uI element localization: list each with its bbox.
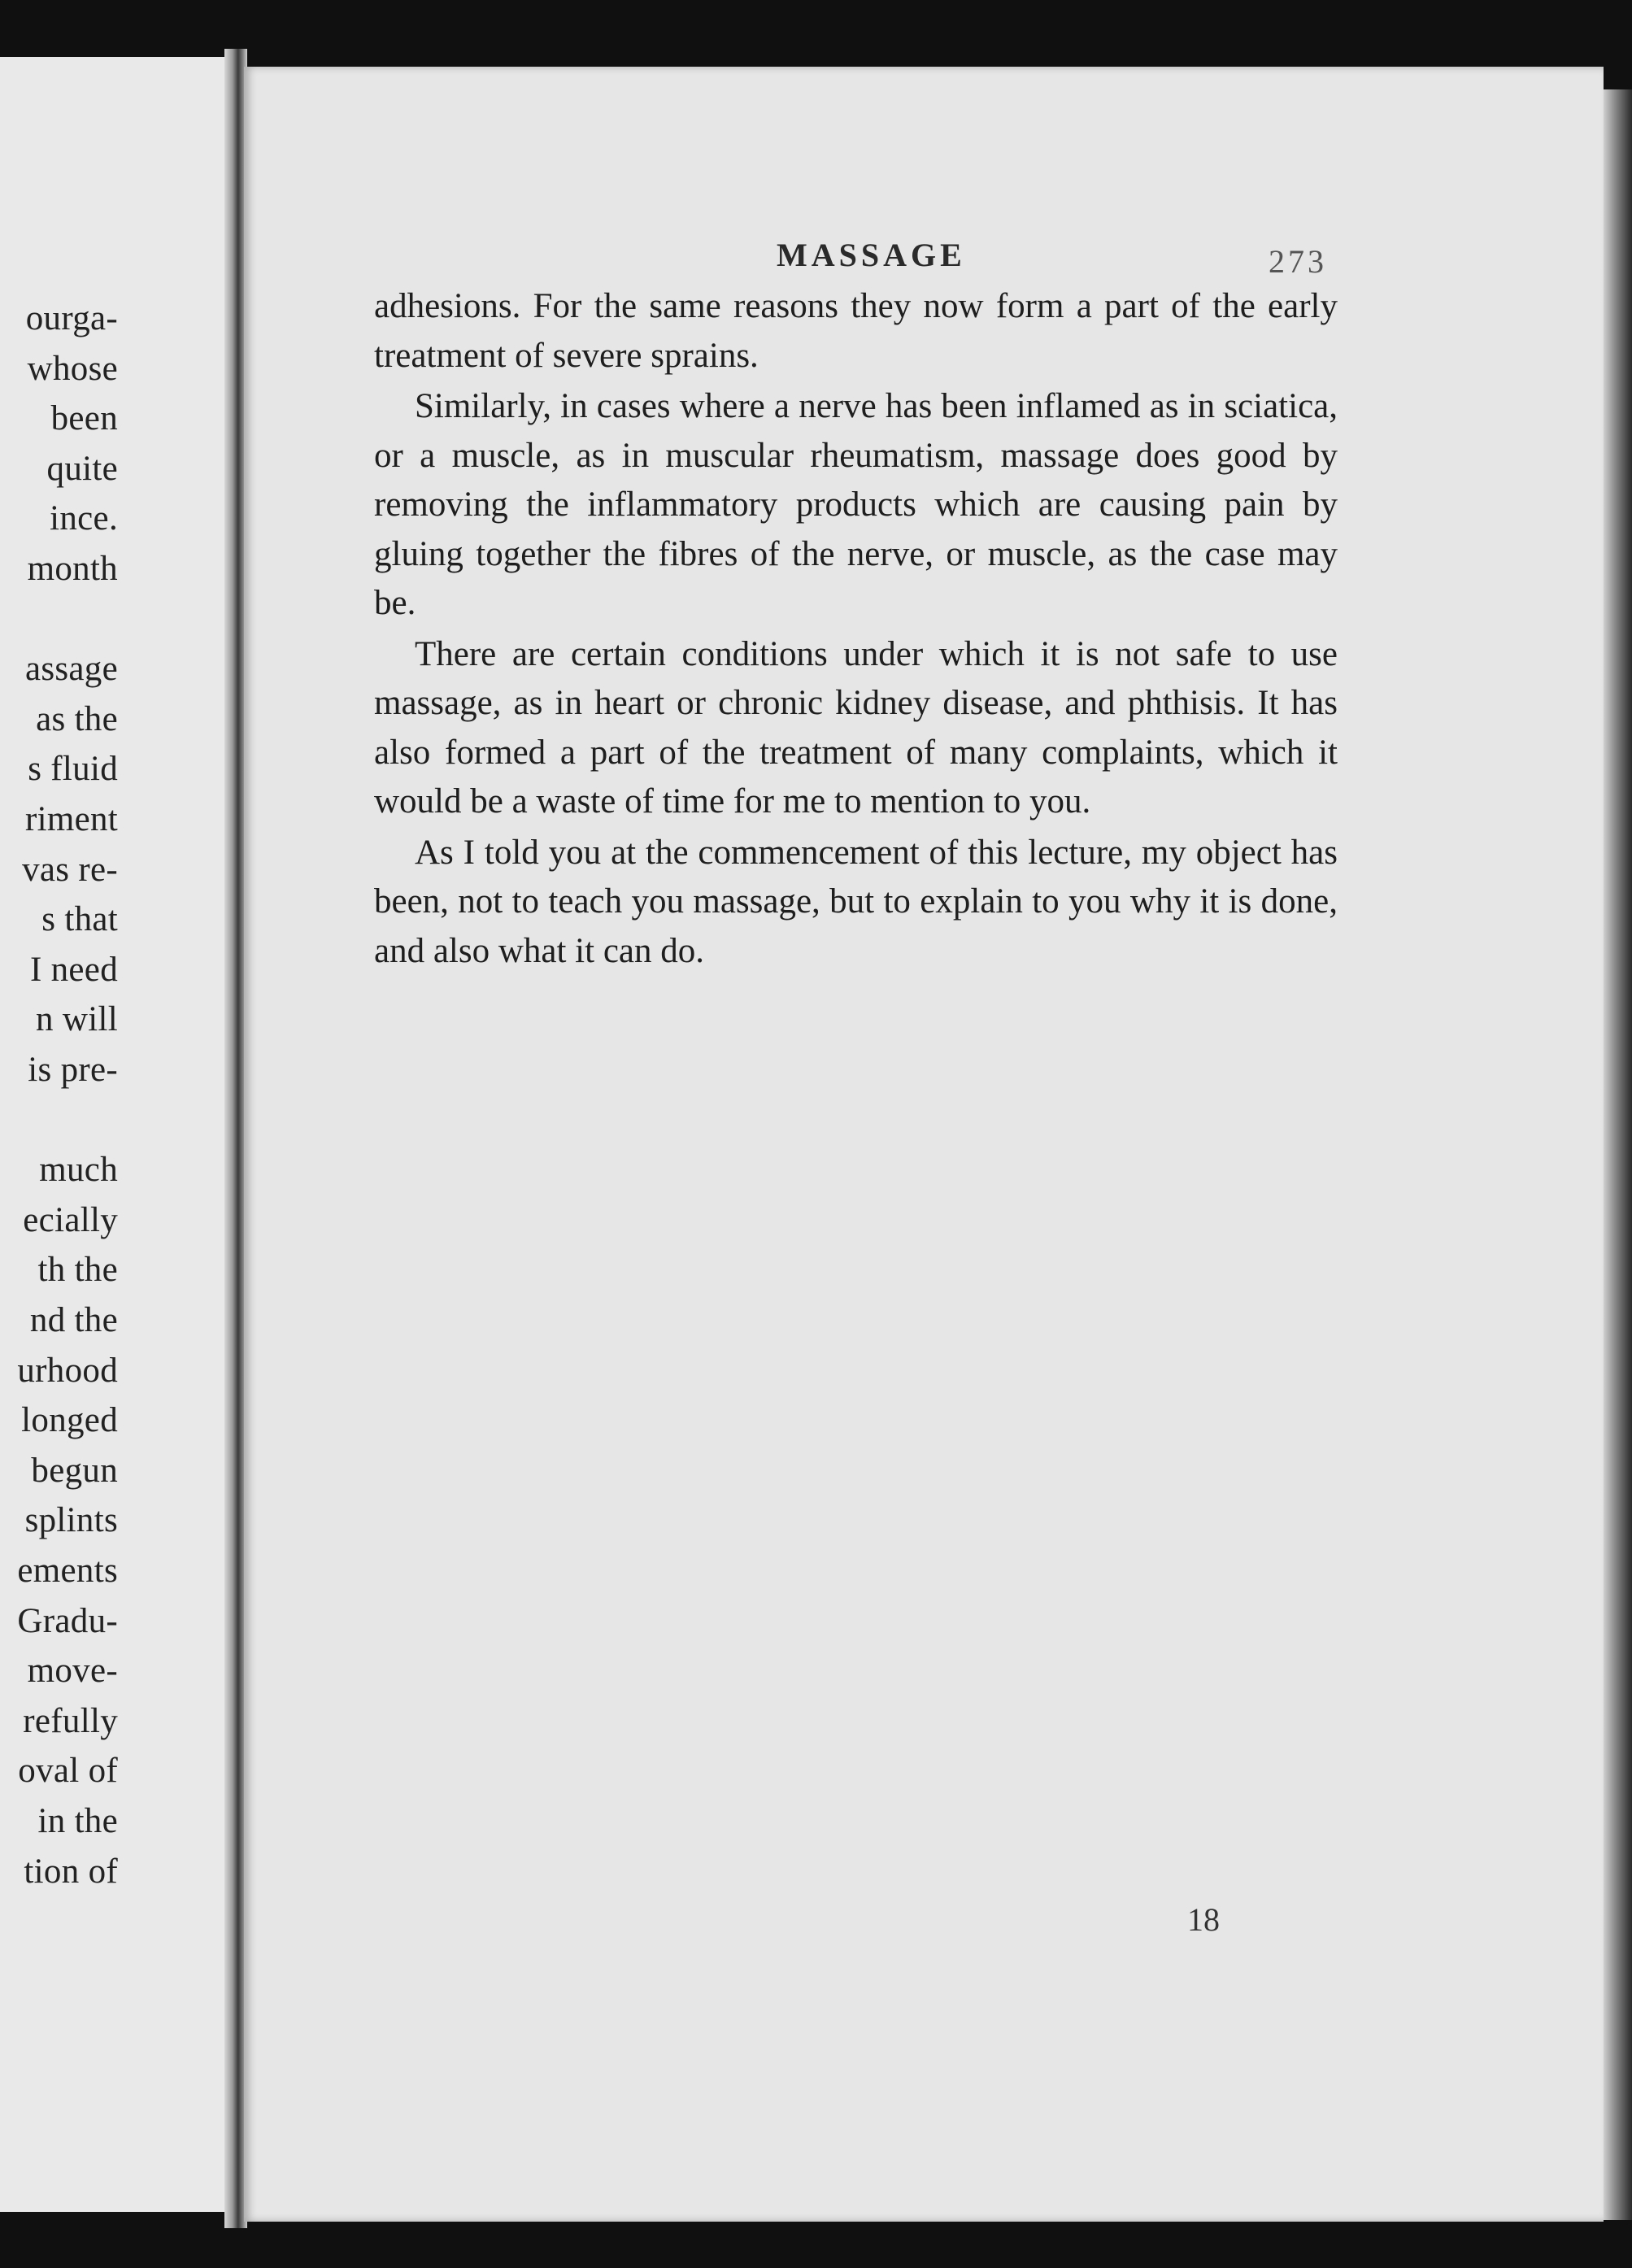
page-number: 273 [1269,243,1327,280]
paragraph: Similarly, in cases where a nerve has been inflamed as in sciatica, or a muscle, as in muscular rheumatism, massage does good by removing the inflammatory products which are causing pain by gluing together the fibres of the nerve, or muscle, as the case may be. [374,387,1338,622]
left-page-line: month [27,550,118,588]
left-page-line: n will [36,1000,118,1039]
left-page-line: splints [24,1501,118,1540]
left-page-line: is pre- [28,1051,118,1089]
body-text [374,282,1338,977]
paragraph: There are certain conditions under which it is not safe to use massage, as in heart or chronic kidney disease, and phthisis. It has also formed a part of the treatment of many complaints, which it would be a waste of time for me to mention to you. [374,634,1338,821]
left-page-line: vas re- [22,850,118,889]
left-page-line: move- [27,1652,118,1691]
right-page [244,67,1604,2222]
left-page-line: ince. [50,499,118,538]
left-page-line: whose [27,349,118,388]
left-page-line: ecially [23,1200,118,1239]
left-page-line: th the [37,1251,118,1290]
left-page-line: much [39,1151,118,1190]
left-page-line: ourga- [25,299,118,337]
paragraph: As I told you at the commencement of this lecture, my object has been, not to teach you massage, but to explain to you why it is done, and also what it can do. [374,833,1338,970]
left-page-line: refully [23,1701,118,1740]
left-page-line: s that [41,900,118,939]
left-page-line: as the [36,699,118,738]
left-page-line: nd the [29,1301,118,1339]
page-edge [1604,89,1632,2220]
left-page-line: begun [31,1451,118,1490]
left-page-line: I need [29,950,118,989]
left-page-line: oval of [18,1752,118,1791]
left-page-line: been [50,399,118,438]
paragraph: adhesions. For the same reasons they now form a part of the early treatment of severe sprains. [374,287,1338,375]
left-page-line: quite [46,449,118,488]
left-page-line: assage [24,650,118,689]
signature-mark: 18 [1187,1901,1220,1938]
running-head: MASSAGE [777,237,966,273]
left-page-line: longed [21,1401,118,1440]
left-page-line: riment [24,800,118,838]
left-page-line: Gradu- [17,1601,118,1640]
left-page-line: in the [37,1802,118,1840]
left-page-line: s fluid [28,750,118,789]
left-page [0,57,232,2212]
left-page-line: tion of [24,1852,118,1891]
left-page-line: ements [17,1552,118,1590]
left-page-line: urhood [17,1351,118,1390]
